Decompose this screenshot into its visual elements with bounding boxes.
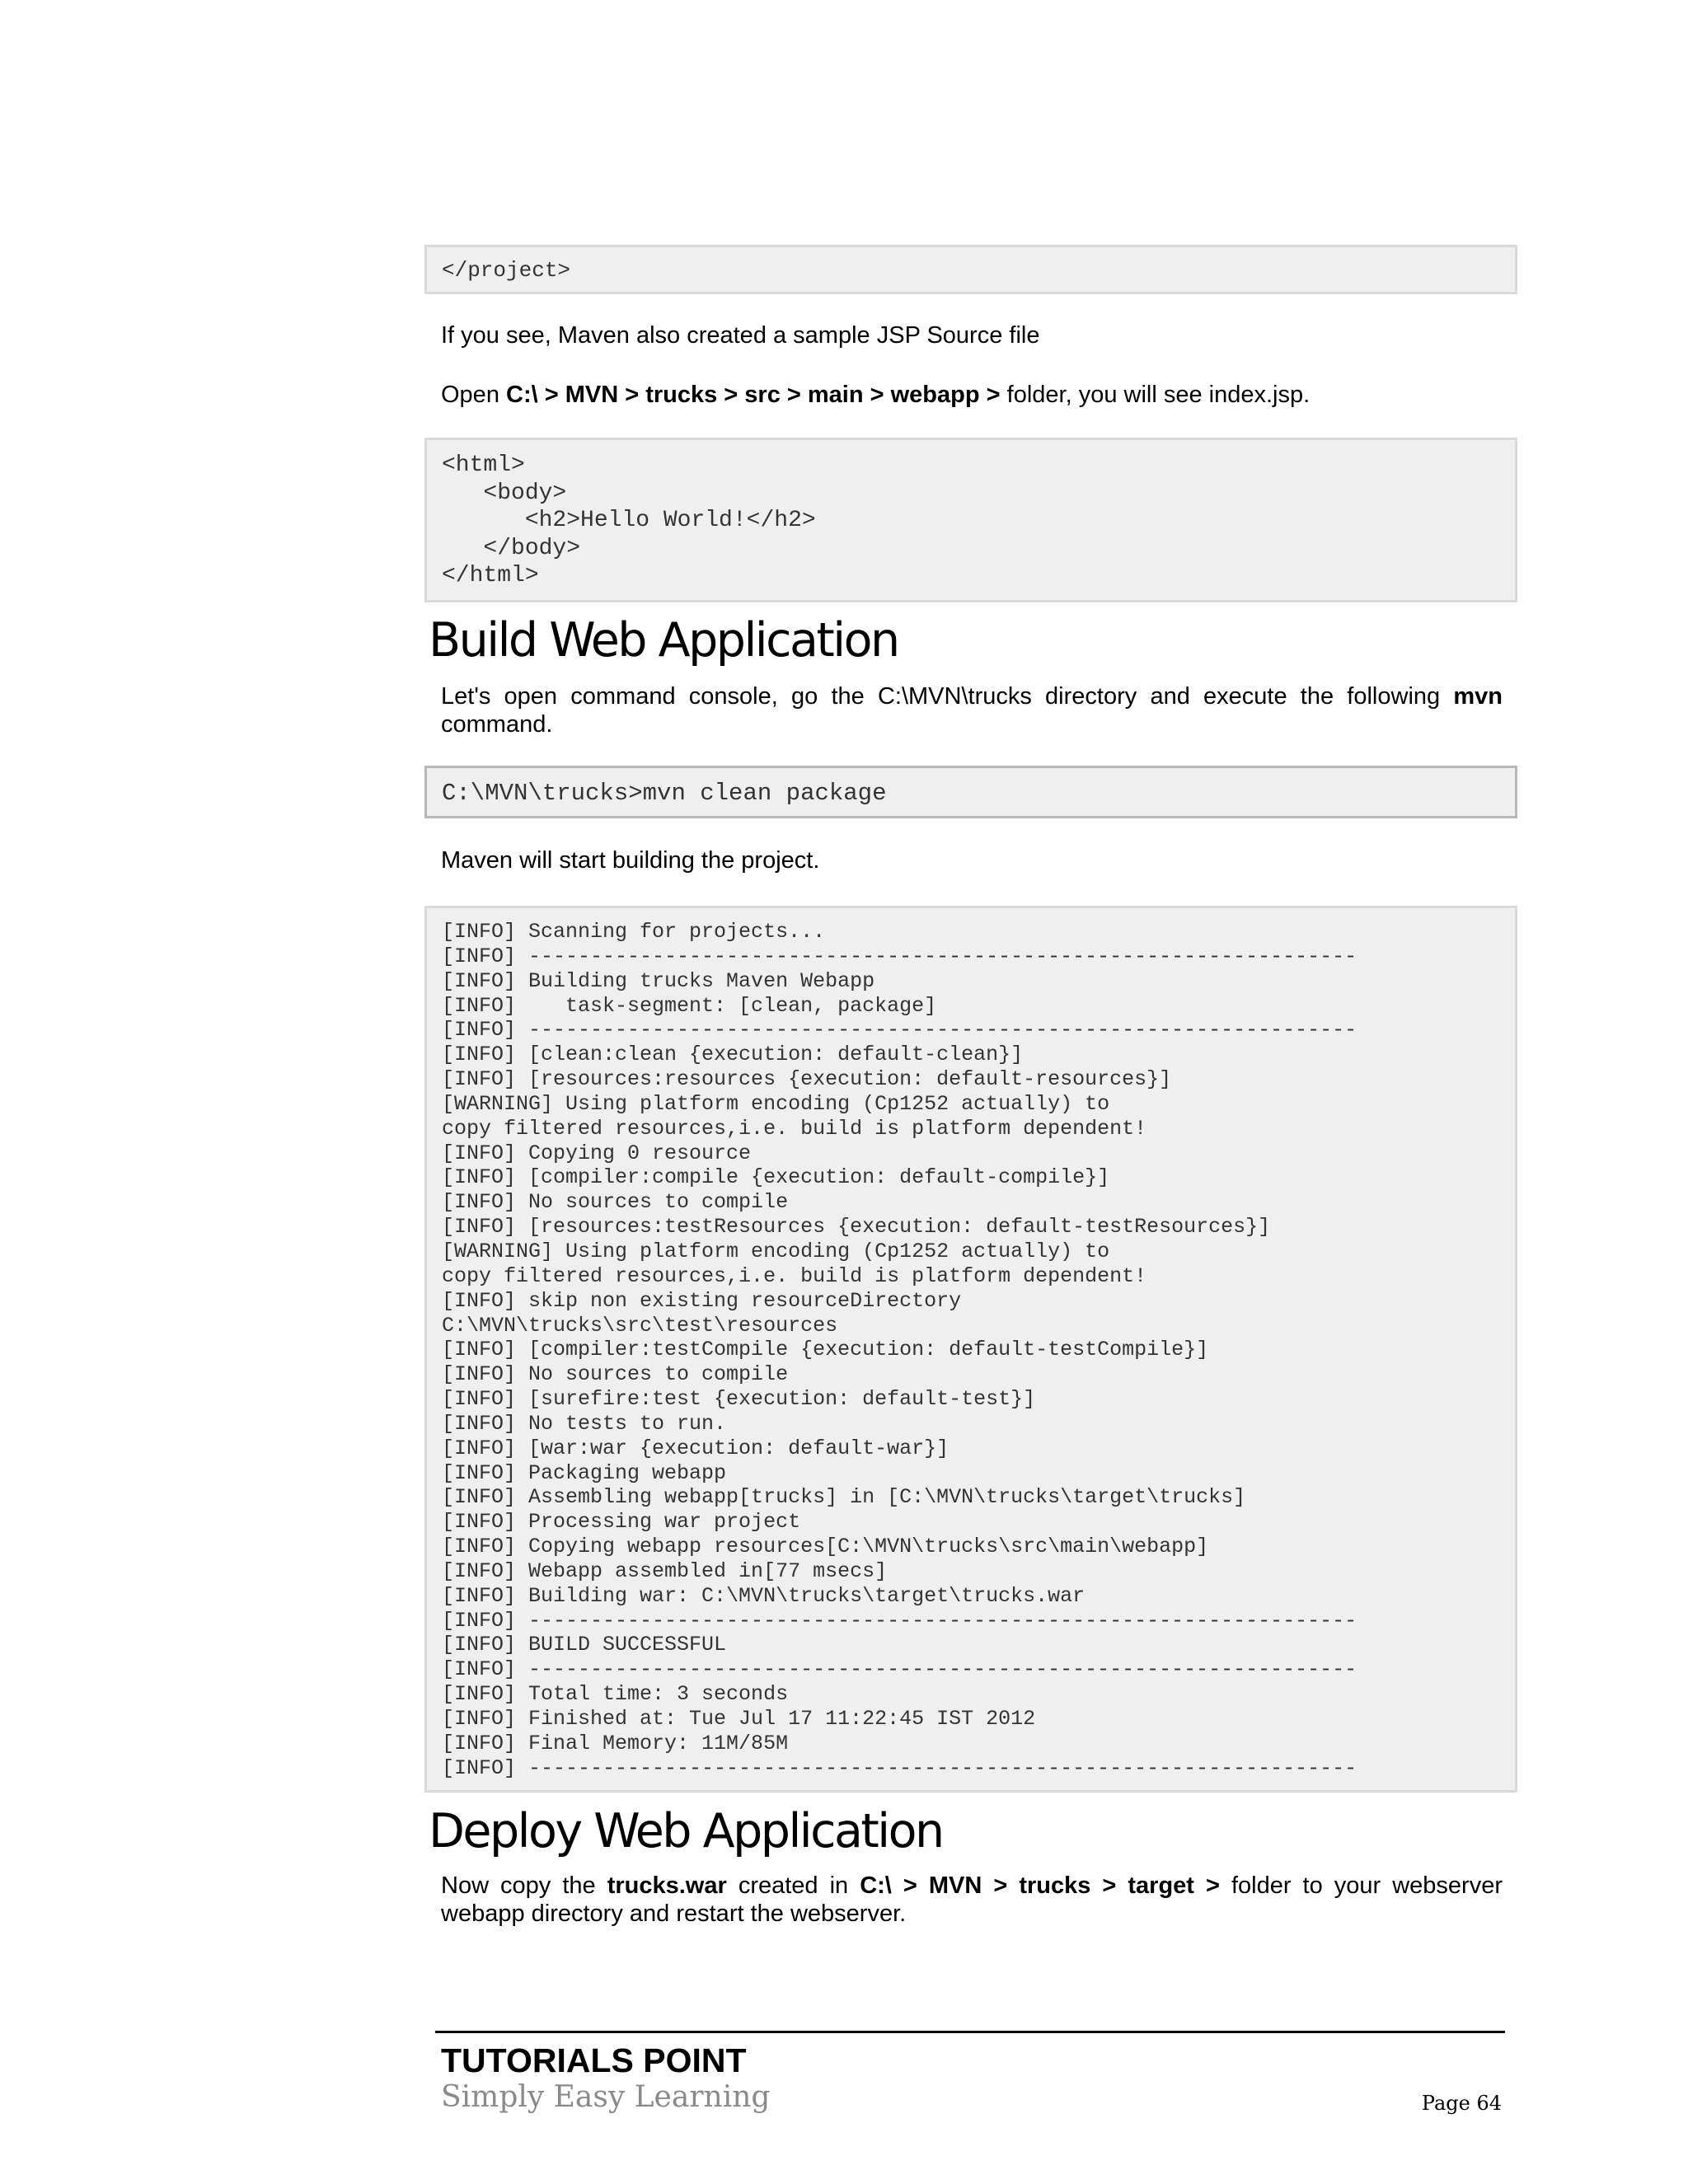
code-block-index-jsp — [424, 438, 1517, 602]
war-filename: trucks.war — [607, 1872, 727, 1899]
paragraph-sample-jsp: If you see, Maven also created a sample JSP Source file — [441, 322, 1040, 349]
text-prefix: Now copy the — [441, 1872, 607, 1899]
text-prefix: Open — [441, 382, 506, 408]
code-text: <html> <body> <h2>Hello World!</h2> </body> </html> — [442, 452, 816, 588]
paragraph-open-console — [441, 682, 1503, 738]
code-block-mvn-command — [424, 766, 1517, 818]
paragraph-copy-war — [441, 1872, 1503, 1928]
section-heading-deploy: Deploy Web Application — [429, 1804, 943, 1858]
section-heading-build: Build Web Application — [429, 613, 898, 668]
command-name: mvn — [1453, 683, 1503, 710]
text-middle: created in — [726, 1872, 860, 1899]
code-text: C:\MVN\trucks>mvn clean package — [442, 780, 887, 807]
text-suffix: folder to your webserver webapp directory and restart the webserver. — [441, 1872, 1503, 1927]
text-prefix: Let's open command console, go the C:\MVN\trucks directory and execute the following — [441, 683, 1454, 710]
folder-path: C:\ > MVN > trucks > src > main > webapp > — [506, 382, 1001, 408]
page-number: Page 64 — [1421, 2092, 1502, 2115]
text-suffix: command. — [441, 711, 553, 738]
code-text: [INFO] Scanning for projects... [INFO] ------------------------------------------------------------------- [INFO] Building trucks Maven Webapp [INFO] task-segment: [clean, package] [INFO] ------------------------------------------------------------------- [INFO] [clean:clean {execution: default-clean}] [INFO] [resources:resources {execution: default-resources}] [WARNING] Using platform encoding (Cp1252 actually) to copy filtered resources,i.e. build is platform dependent! [INFO] Copying 0 resource [INFO] [compiler:compile {execution: default-compile}] [INFO] No sources to compile [INFO] [resources:testResources {execution: default-testResources}] [WARNING] Using platform encoding (Cp1252 actually) to copy filtered resources,i.e. build is platform dependent! [INFO] skip non existing resourceDirectory C:\MVN\trucks\src\test\resources [INFO] [compiler:testCompile {execution: default-testCompile}] [INFO] No sources to compile [INFO] [surefire:test {execution: default-test}] [INFO] No tests to run. [INFO] [war:war {execution: default-war}] [INFO] Packaging webapp [INFO] Assembling webapp[trucks] in [C:\MVN\trucks\target\trucks] [INFO] Processing war project [INFO] Copying webapp resources[C:\MVN\trucks\src\main\webapp] [INFO] Webapp assembled in[77 msecs] [INFO] Building war: C:\MVN\trucks\target\trucks.war [INFO] ------------------------------------------------------------------- [INFO] BUILD SUCCESSFUL [INFO] ------------------------------------------------------------------- [INFO] Total time: 3 seconds [INFO] Finished at: Tue Jul 17 11:22:45 IST 2012 [INFO] Final Memory: 11M/85M [INFO] ------------------------------------------------------------------- — [442, 920, 1357, 1780]
footer-divider — [435, 2031, 1505, 2033]
code-block-build-output — [424, 906, 1517, 1793]
footer-tagline: Simply Easy Learning — [441, 2080, 771, 2114]
code-text: </project> — [442, 258, 571, 283]
folder-path: C:\ > MVN > trucks > target > — [860, 1872, 1220, 1899]
paragraph-maven-start: Maven will start building the project. — [441, 847, 820, 874]
footer-brand: TUTORIALS POINT — [441, 2041, 747, 2079]
paragraph-open-folder — [441, 381, 1503, 409]
text-suffix: folder, you will see index.jsp. — [1000, 382, 1311, 408]
code-block-project-close — [424, 245, 1517, 294]
